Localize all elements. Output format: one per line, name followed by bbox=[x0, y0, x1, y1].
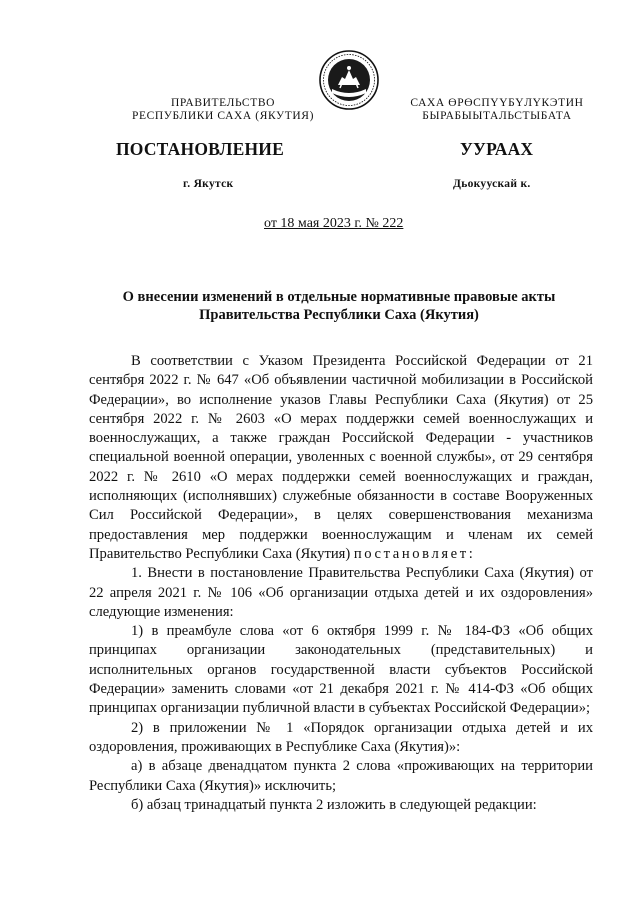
preamble-text: В соответствии с Указом Президента Российской Федерации от 21 сентября 2022 г. № 647 «Об объявлении частичной мобилизации в Российской Федерации», во исполнение указов Главы Республики Саха (Якутия) от 25 сентября 2022 г. № 2603 «О мерах поддержки семей военнослужащих и военнослужащих, а также граждан Российской Федерации - участников специальной военной операции, уволенных с военной службы», от 29 сентября 2022 г. № 2610 «О мерах поддержки семей военнослужащих и граждан, исполняющих (исполнявших) служебные обязанности в составе Вооруженных Сил Российской Федерации», в целях совершенствования механизма предоставления мер поддержки военнослужащим и членам их семей Правительство Республики Саха (Якутия) bbox=[89, 353, 593, 562]
doctype-yakut: УУРААХ bbox=[460, 139, 534, 159]
paragraph-subitem-2: 2) в приложении № 1 «Порядок организации отдыха детей и их оздоровления, проживающих в Республике Саха (Якутия)»: bbox=[89, 719, 593, 755]
paragraph-item-1: 1. Внести в постановление Правительства Республики Саха (Якутия) от 22 апреля 2021 г. № 106 «Об организации отдыха детей и их оздоровления» следующие изменения: bbox=[89, 565, 593, 620]
decree-word: постановляет: bbox=[353, 545, 476, 562]
title-line2: Правительства Республики Саха (Якутия) bbox=[199, 307, 479, 323]
org-left-line1: ПРАВИТЕЛЬСТВО bbox=[171, 97, 275, 109]
paragraph-preamble bbox=[89, 352, 593, 564]
org-right-line2: БЫРАБЫЫТАЛЬСТЫБАТА bbox=[422, 110, 572, 122]
city-russian: г. Якутск bbox=[183, 178, 234, 190]
government-name-russian bbox=[118, 97, 328, 123]
org-right-line1: САХА ӨРӨСПҮҮБҮЛҮКЭТИН bbox=[410, 97, 584, 109]
org-left-line2: РЕСПУБЛИКИ САХА (ЯКУТИЯ) bbox=[131, 110, 314, 122]
doctype-russian: ПОСТАНОВЛЕНИЕ bbox=[116, 139, 284, 159]
paragraph-subitem-b: б) абзац тринадцатый пункта 2 изложить в следующей редакции: bbox=[131, 796, 537, 813]
city-yakut: Дьокуускай к. bbox=[453, 178, 531, 190]
document-date-number: от 18 мая 2023 г. № 222 bbox=[264, 216, 404, 231]
document-title bbox=[96, 288, 582, 324]
document-body bbox=[89, 352, 593, 815]
paragraph-subitem-a: а) в абзаце двенадцатом пункта 2 слова «проживающих на территории Республики Саха (Якутия)» исключить; bbox=[89, 758, 593, 794]
title-line1: О внесении изменений в отдельные нормативные правовые акты bbox=[122, 289, 556, 305]
government-name-yakut bbox=[382, 97, 612, 123]
paragraph-subitem-1: 1) в преамбуле слова «от 6 октября 1999 г. № 184-ФЗ «Об общих принципах организации законодательных (представительных) и исполнительных органов государственной власти субъектов Российской Федерации» заменить словами «от 21 декабря 2021 г. № 414-ФЗ «Об общих принципах организации публичной власти в субъектах Российской Федерации»; bbox=[89, 623, 593, 717]
